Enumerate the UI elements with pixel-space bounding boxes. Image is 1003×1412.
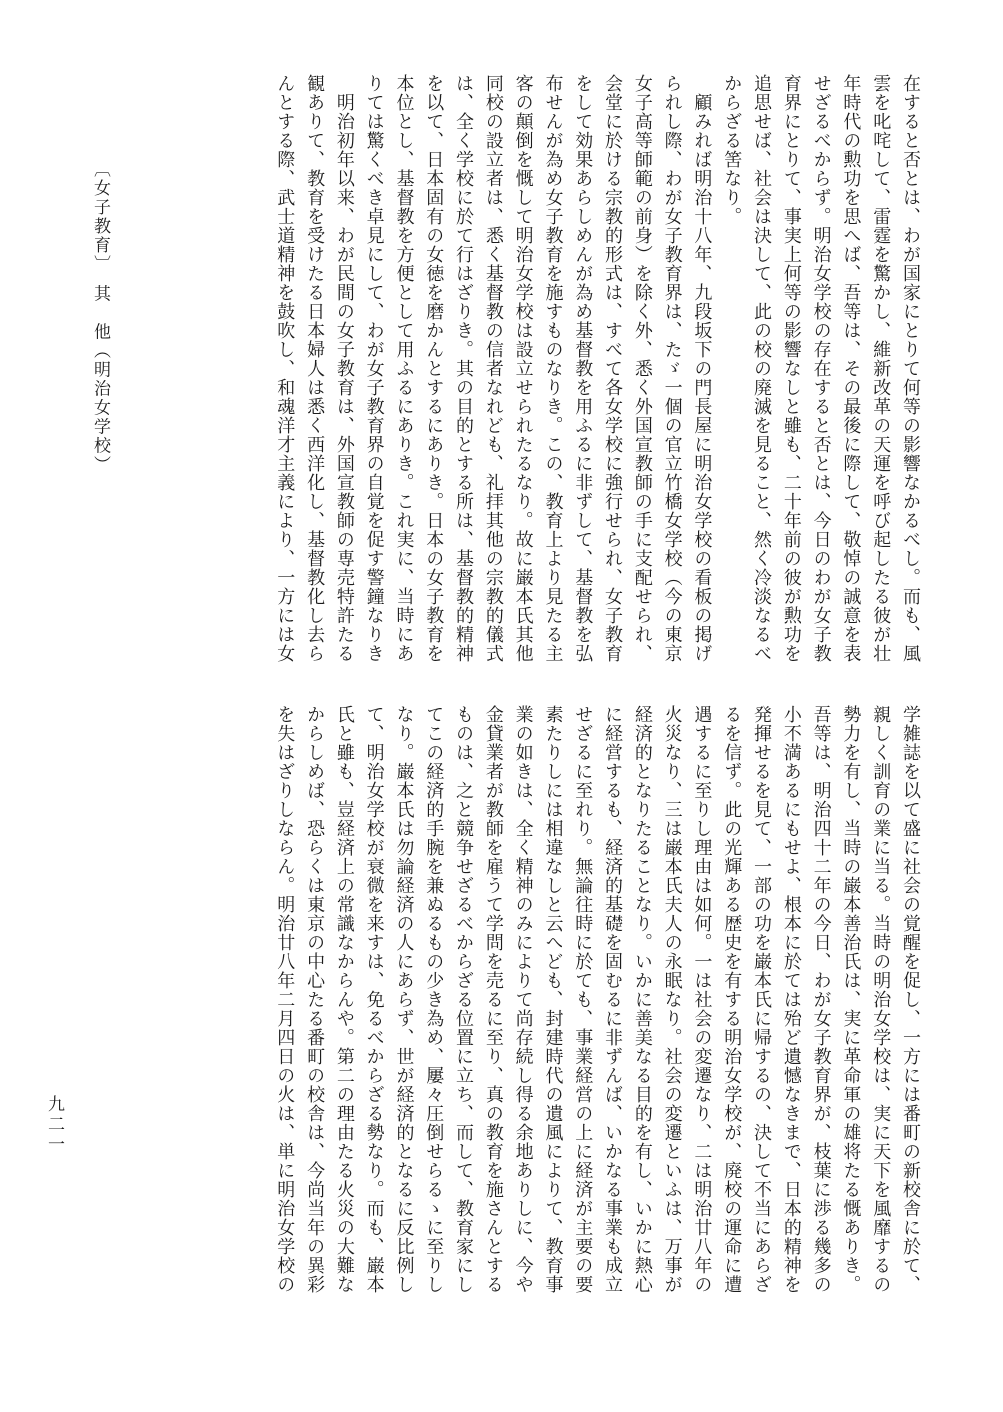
lower-text-block xyxy=(165,705,925,1345)
text-column: 業の如きは、全く精神のみによりて尚存続し得る余地ありしに、今や xyxy=(512,705,534,1294)
text-column: 育界にとりて、事実上何等の影響なしと雖も、二十年前の彼が勲功を xyxy=(780,74,802,663)
text-column: 小不満あるにもせよ、根本に於ては殆ど遺憾なきまで、日本的精神を xyxy=(780,705,802,1294)
text-column: からしめば、恐らくは東京の中心たる番町の校舎は、今尚当年の異彩 xyxy=(304,705,326,1294)
text-column: 金貸業者が教師を雇うて学問を売るに至り、真の教育を施さんとする xyxy=(482,705,504,1294)
text-column: は、全く学校に於て行はざりき。其の目的とする所は、基督教的精神 xyxy=(453,74,475,663)
text-column: 明治初年以来、わが民間の女子教育は、外国宣教師の専売特許たる xyxy=(333,74,355,663)
text-column: 遇するに至りし理由は如何。一は社会の変遷なり、二は明治廿八年の xyxy=(691,705,713,1294)
text-column: 学雑誌を以て盛に社会の覚醒を促し、一方には番町の新校舎に於て、 xyxy=(900,705,921,1294)
text-column: 追思せば、社会は決して、此の校の廃滅を見ること、然く冷淡なるべ xyxy=(751,74,773,663)
text-column: 経済的となりたることなり。いかに善美なる目的を有し、いかに熱心 xyxy=(631,705,653,1294)
text-column: んとする際、武士道精神を鼓吹し、和魂洋才主義により、一方には女 xyxy=(274,74,296,663)
text-column: 客の顛倒を慨して明治女学校は設立せられたるなり。故に巌本氏其他 xyxy=(512,74,534,663)
text-column: りては驚くべき卓見にして、わが女子教育界の自覚を促す警鐘なりき xyxy=(363,74,385,663)
text-column: 氏と雖も、豈経済上の常識なからんや。第二の理由たる火災の大難な xyxy=(333,705,355,1294)
text-column: 発揮せるを見て、一部の功を巌本氏に帰するの、決して不当にあらざ xyxy=(751,705,773,1294)
text-column: 素たりしには相違なしと云へども、封建時代の遺風によりて、教育事 xyxy=(542,705,564,1294)
text-column: て、明治女学校が衰微を来すは、免るべからざる勢なり。而も、巌本 xyxy=(363,705,385,1294)
upper-text-block xyxy=(165,74,925,674)
text-column: られし際、わが女子教育界は、たゞ一個の官立竹橋女学校（今の東京 xyxy=(661,74,683,663)
text-column: せざるに至れり。無論往時に於ても、事業経営の上に経済が主要の要 xyxy=(572,705,594,1294)
text-column: に経営するも、経済的基礎を固むるに非ずんば、いかなる事業も成立 xyxy=(602,705,624,1294)
text-column: るを信ず。此の光輝ある歴史を有する明治女学校が、廃校の運命に遭 xyxy=(721,705,743,1294)
text-column: 布せんが為め女子教育を施すものなりき。この、教育上より見たる主 xyxy=(542,74,564,663)
text-column: 女子高等師範の前身）を除く外、悉く外国宣教師の手に支配せられ、 xyxy=(631,74,653,663)
text-column: 在すると否とは、わが国家にとりて何等の影響なかるべし。而も、風 xyxy=(900,74,921,663)
text-column: をして効果あらしめんが為め基督教を用ふるに非ずして、基督教を弘 xyxy=(572,74,594,663)
text-column: 顧みれば明治十八年、九段坂下の門長屋に明治女学校の看板の掲げ xyxy=(691,74,713,663)
text-column: からざる筈なり。 xyxy=(721,74,743,226)
running-head: 〔女子教育〕 其 他（明治女学校） xyxy=(90,160,110,475)
text-column: を失はざりしならん。明治廿八年二月四日の火は、単に明治女学校の xyxy=(274,705,296,1294)
text-column: 同校の設立者は、悉く基督教の信者なれども、礼拝其他の宗教的儀式 xyxy=(482,74,504,663)
text-column: 観ありて、教育を受けたる日本婦人は悉く西洋化し、基督教化し去ら xyxy=(304,74,326,663)
text-column: 火災なり、三は巌本氏夫人の永眠なり。社会の変遷といふは、万事が xyxy=(661,705,683,1294)
text-column: 本位とし、基督教を方便として用ふるにありき。これ実に、当時にあ xyxy=(393,74,415,663)
text-column: 親しく訓育の業に当る。当時の明治女学校は、実に天下を風靡するの xyxy=(870,705,892,1294)
text-column: なり。巌本氏は勿論経済の人にあらず、世が経済的となるに反比例し xyxy=(393,705,415,1294)
text-column: てこの経済的手腕を兼ぬるもの少き為め、屢々圧倒せらるゝに至りし xyxy=(423,705,445,1294)
text-column: 会堂に於ける宗教的形式は、すべて各女学校に強行せられ、女子教育 xyxy=(602,74,624,663)
text-column: 雲を叱咤して、雷霆を驚かし、維新改革の天運を呼び起したる彼が壮 xyxy=(870,74,892,663)
text-column: せざるべからず。明治女学校の存在すると否とは、今日のわが女子教 xyxy=(810,74,832,663)
page-number: 九二一 xyxy=(44,1095,64,1155)
text-column: 勢力を有し、当時の巌本善治氏は、実に革命軍の雄将たる慨ありき。 xyxy=(840,705,862,1294)
text-column: を以て、日本固有の女徳を磨かんとするにありき。日本の女子教育を xyxy=(423,74,445,663)
text-column: 吾等は、明治四十二年の今日、わが女子教育界が、枝葉に渉る幾多の xyxy=(810,705,832,1294)
text-column: 年時代の勲功を思へば、吾等は、その最後に際して、敬悼の誠意を表 xyxy=(840,74,862,663)
text-column: ものは、之と競争せざるべからざる位置に立ち、而して、教育家にし xyxy=(453,705,475,1294)
